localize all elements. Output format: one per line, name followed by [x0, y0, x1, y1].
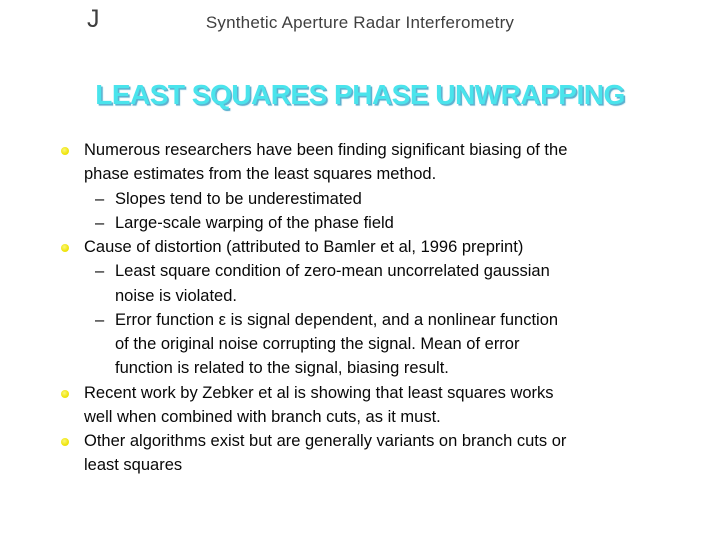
- item-line: Slopes tend to be underestimated: [115, 189, 362, 208]
- dash-icon: –: [95, 310, 105, 329]
- slide-title: LEAST SQUARES PHASE UNWRAPPING: [95, 79, 625, 110]
- item-line: Cause of distortion (attributed to Bamler et al, 1996 preprint): [84, 238, 524, 256]
- dash-icon: –: [95, 189, 105, 208]
- item-line: function is related to the signal, biasing result.: [115, 359, 449, 378]
- list-item: [60, 429, 680, 478]
- item-line: Least square condition of zero-mean uncorrelated gaussian: [115, 262, 550, 281]
- list-item: [60, 308, 680, 381]
- bullet-dot-icon: [61, 147, 69, 155]
- list-item: [60, 138, 680, 187]
- item-line: of the original noise corrupting the signal. Mean of error: [115, 335, 520, 353]
- bullet-dot-icon: [61, 390, 69, 398]
- item-line: Numerous researchers have been finding significant biasing of the: [84, 141, 568, 159]
- item-line: Recent work by Zebker et al is showing that least squares works: [84, 383, 554, 402]
- bullet-list: [60, 138, 680, 478]
- item-line: phase estimates from the least squares method.: [84, 165, 437, 184]
- bullet-dot-icon: [61, 244, 69, 252]
- item-line: Error function ε is signal dependent, and a nonlinear function: [115, 310, 559, 329]
- list-item: [60, 211, 680, 235]
- item-line: Large-scale warping of the phase field: [115, 213, 394, 232]
- item-line: noise is violated.: [115, 286, 237, 305]
- list-item: [60, 187, 680, 211]
- list-item: [60, 235, 680, 259]
- bullet-dot-icon: [61, 438, 69, 446]
- item-line: well when combined with branch cuts, as it must.: [84, 407, 441, 426]
- item-line: least squares: [84, 456, 183, 475]
- list-item: [60, 259, 680, 308]
- dash-icon: –: [95, 262, 105, 281]
- list-item: [60, 381, 680, 430]
- course-header-title: Synthetic Aperture Radar Interferometry: [205, 13, 515, 32]
- slide-corner-letter: J: [87, 5, 100, 33]
- item-line: Other algorithms exist but are generally variants on branch cuts or: [84, 432, 567, 450]
- dash-icon: –: [95, 213, 105, 232]
